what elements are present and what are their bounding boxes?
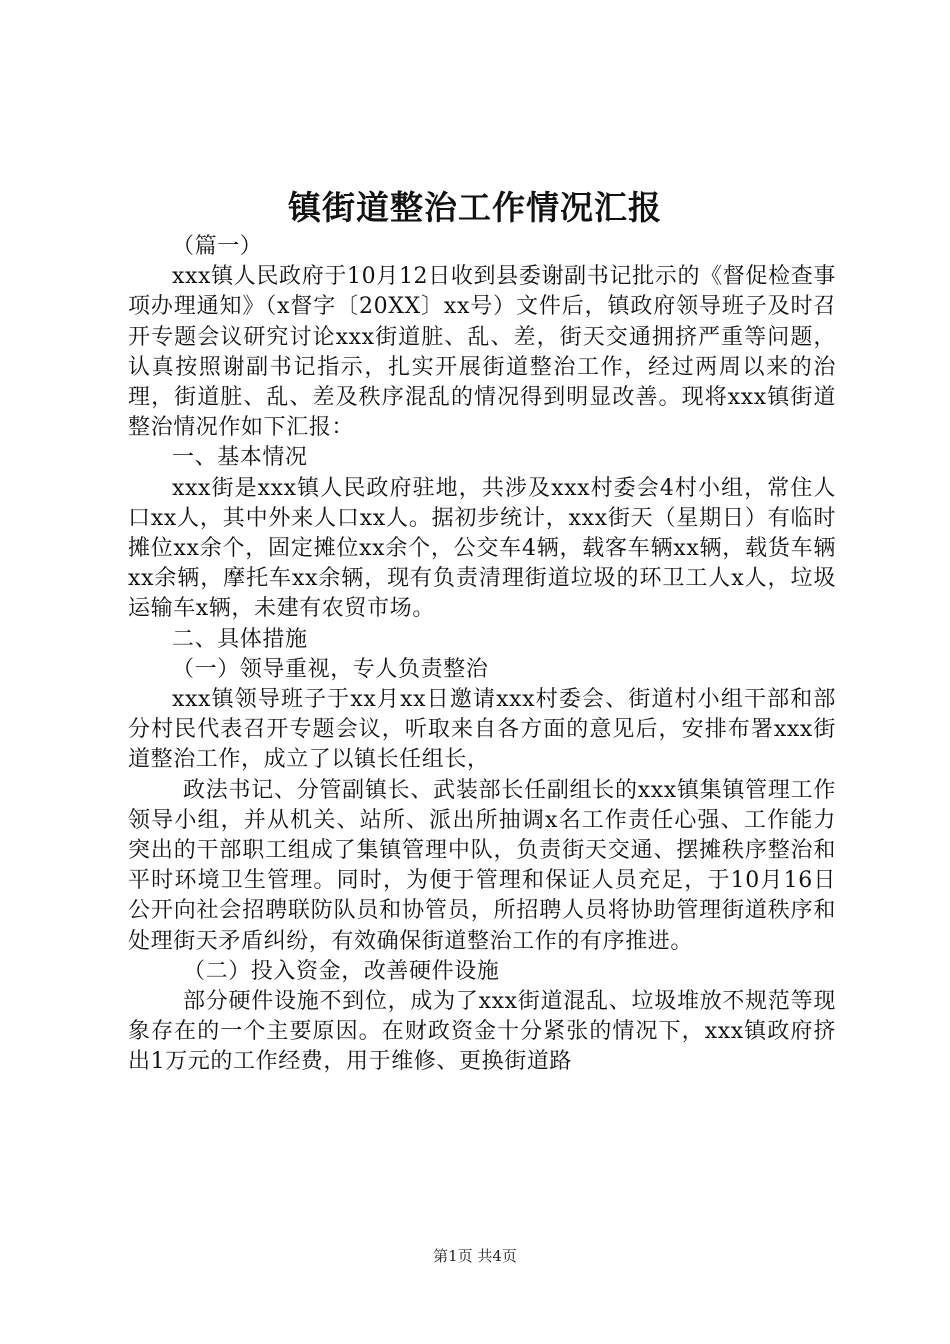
paragraph: 部分硬件设施不到位，成为了xxx街道混乱、垃圾堆放不规范等现象存在的一个主要原因。在财政资金十分紧张的情况下，xxx镇政府挤出1万元的工作经费，用于维修、更换街道路 — [128, 989, 836, 1075]
subsection-heading: （二）投入资金，改善硬件设施 — [183, 958, 500, 984]
subsection-heading: （一）领导重视，专人负责整治 — [172, 656, 489, 682]
document-title: 镇街道整治工作情况汇报 — [288, 188, 662, 227]
paragraph: xxx街是xxx镇人民政府驻地，共涉及xxx村委会4村小组，常住人口xx人，其中外来人口xx人。据初步统计，xxx街天（星期日）有临时摊位xx余个，固定摊位xx余个，公交车4辆，载客车辆xx辆，载货车辆xx余辆，摩托车xx余辆，现有负责清理街道垃圾的环卫工人x人，垃圾运输车x辆，未建有农贸市场。 — [128, 475, 836, 622]
section-heading: 二、具体措施 — [172, 626, 308, 652]
paragraph: 政法书记、分管副镇长、武装部长任副组长的xxx镇集镇管理工作领导小组，并从机关、站所、派出所抽调x名工作责任心强、工作能力突出的干部职工组成了集镇管理中队，负责街天交通、摆摊秩序整治和平时环境卫生管理。同时，为便于管理和保证人员充足，于10月16日公开向社会招聘联防队员和协管员，所招聘人员将协助管理街道秩序和处理街天矛盾纠纷，有效确保街道整治工作的有序推进。 — [128, 777, 836, 954]
page-footer: 第1页 共4页 — [433, 1247, 517, 1265]
section-label: （篇一） — [172, 234, 263, 259]
paragraph: xxx镇领导班子于xx月xx日邀请xxx村委会、街道村小组干部和部分村民代表召开专题会议，听取来自各方面的意见后，安排布署xxx街道整治工作，成立了以镇长任组长， — [128, 687, 836, 773]
paragraph: xxx镇人民政府于10月12日收到县委谢副书记批示的《督促检查事项办理通知》（x督字〔20XX〕xx号）文件后，镇政府领导班子及时召开专题会议研究讨论xxx街道脏、乱、差，街天交通拥挤严重等问题，认真按照谢副书记指示，扎实开展街道整治工作，经过两周以来的治理，街道脏、乱、差及秩序混乱的情况得到明显改善。现将xxx镇街道整治情况作如下汇报： — [128, 264, 836, 441]
section-heading: 一、基本情况 — [172, 445, 308, 471]
document-body — [128, 232, 836, 1078]
